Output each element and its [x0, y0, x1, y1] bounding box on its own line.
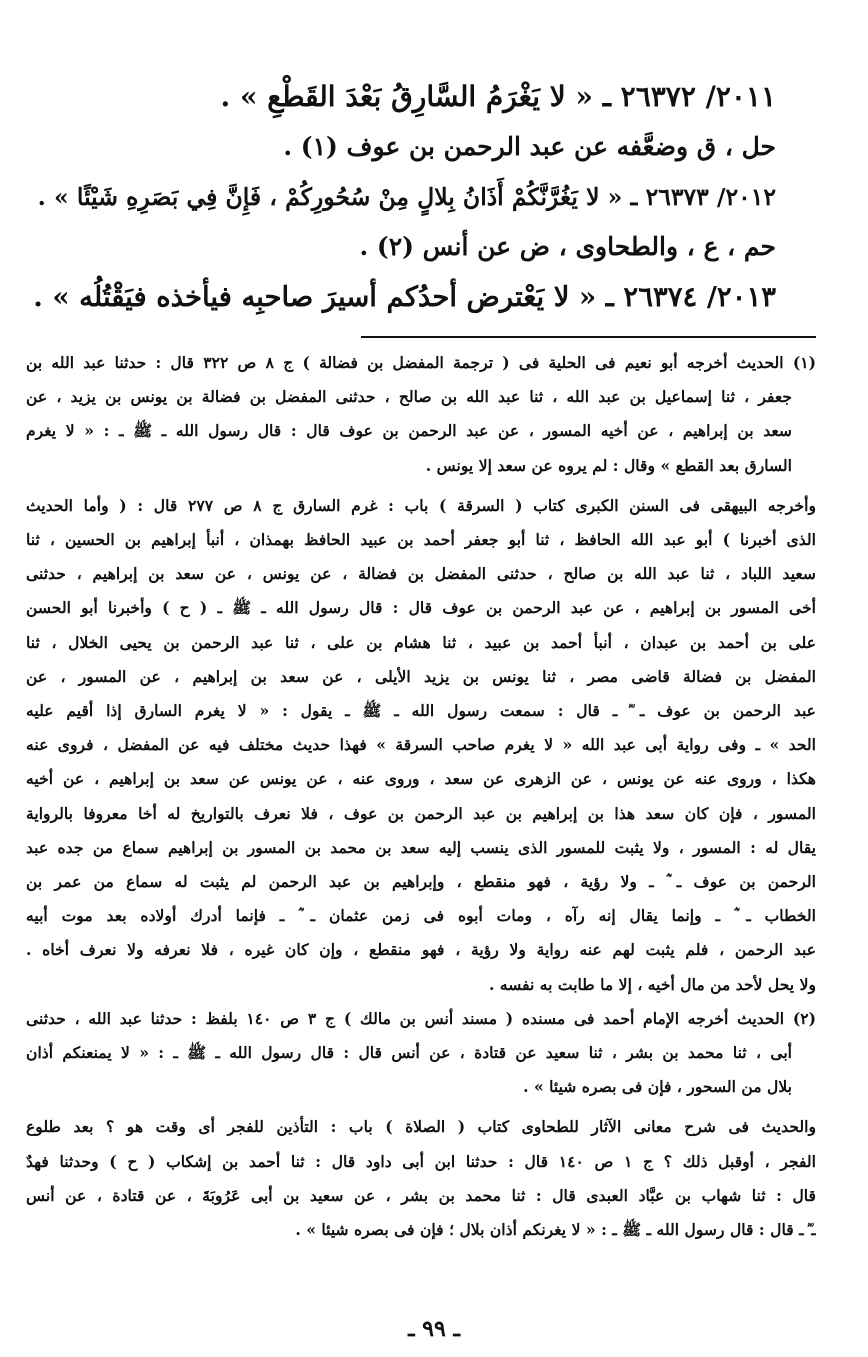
footnote-paragraph [26, 1110, 816, 1247]
footnote-line [26, 626, 816, 660]
hadith-entry [26, 72, 816, 172]
footnote-line-text: المفضل بن فضالة قاضى مصر ، ثنا يونس بن يزيد الأيلى ، عن سعد بن إبراهيم ، عن المسور ، عن [26, 666, 816, 686]
footnote-line-text: أبى ، ثنا محمد بن بشر ، ثنا سعيد عن قتادة ، عن أنس قال : قال رسول الله ـ ﷺ ـ : « لا يمنعنكم أذان [26, 1043, 792, 1063]
footnote-line-text: هكذا ، وروى عنه عن يونس ، عن الزهرى عن سعد ، وروى عنه ، عن يونس عن سعد بن إبراهيم ، عن أخيه [26, 769, 816, 789]
page-number: ـ ٩٩ ـ [408, 1316, 460, 1342]
footnote-line-text: الخطاب ـ ؓ ـ وإنما يقال إنه رآه ، ومات أبوه فى زمن عثمان ـ ؓ ـ فإنما أدرك أولاده بعد موت أبيه [26, 906, 816, 926]
footnote-line-text: السارق بعد القطع » وقال : لم يروه عن سعد إلا يونس . [425, 455, 792, 475]
footnote-line-text: على بن أحمد بن عبدان ، أنبأ أحمد بن عبيد ، ثنا هشام بن على ، ثنا عبد الرحمن بن يحيى الخلال ، ثنا [26, 632, 816, 652]
footnote-line [26, 1213, 816, 1247]
footnote-line [26, 865, 816, 899]
footnote [26, 1002, 816, 1247]
hadith-source: حم ، ع ، والطحاوى ، ض عن أنس (٢) . [359, 232, 776, 261]
footnote-paragraph [26, 489, 816, 1002]
hadith-entry [26, 272, 816, 322]
footnote-line-text: المسور ، فإن كان سعد هذا بن إبراهيم بن عبد الرحمن بن عوف ، فلا نعرف بالتواريخ له أخا معروفا بالرواية [26, 803, 816, 823]
footnote-line-text: ـ ؓ ـ قال : قال رسول الله ـ ﷺ ـ : « لا يغرنكم أذان بلال ؛ فإن فى بصره شيئا » . [295, 1220, 816, 1240]
footnote-marker: (١) [792, 353, 816, 372]
footnote-line [26, 523, 816, 557]
footnote-line-text: الذى أخبرنا ) أبو عبد الله الحافظ ، ثنا أبو جعفر أحمد بن عبيد الحافظ بهمذان ، أنبأ إبراهيم بن الحسين ، ثنا [26, 530, 816, 550]
footnote-line [26, 660, 816, 694]
footnote-line-text: بلال من السحور ، فإن فى بصره شيئا » . [523, 1077, 792, 1097]
hadith-text: ٢٠١٢/ ٢٦٣٧٣ ـ « لا يَغُرَّنَّكُمْ أَذَانُ بِلالٍ مِنْ سُحُورِكُمْ ، فَإِنَّ فِي بَصَرِهِ شَيْئًا » . [37, 183, 776, 211]
hadith-entry [26, 172, 816, 272]
footnote-paragraph [26, 346, 816, 483]
footnote-line [26, 728, 816, 762]
footnote-line [26, 933, 816, 967]
footnote-line [26, 831, 816, 865]
footnote-line-text: يقال له : المسور ، ولا يثبت للمسور الذى ينسب إليه سعد بن محمد بن المسور بن إبراهيم سماع من جده عبد [26, 837, 816, 857]
footnote-line [26, 797, 816, 831]
footnote-line-text: الفجر ، أوقبل ذلك ؟ ج ١ ص ١٤٠ قال : حدثنا ابن أبى داود قال : ثنا أحمد بن إشكاب ( ح ) وحدثنا فهدٌ [26, 1151, 816, 1171]
footnote-line-text: الحد » ـ وفى رواية أبى عبد الله « لا يغرم صاحب السرقة » فهذا حديث مختلف فيه عن المفضل ، فروى عنه [26, 735, 816, 755]
footnote-line [26, 1179, 816, 1213]
footnote-line [26, 1145, 816, 1179]
footnote [26, 346, 816, 1002]
footnote-line [26, 1036, 816, 1070]
hadith-text: ٢٠١١/ ٢٦٣٧٢ ـ « لا يَغْرَمُ السَّارِقُ بَعْدَ القَطْعِ » . [220, 80, 776, 113]
footnote-line [26, 1070, 816, 1104]
footnote-line-text: ولا يحل لأحد من مال أخيه ، إلا ما طابت به نفسه . [488, 974, 816, 994]
footnote-line [26, 1002, 816, 1036]
footnote-line [26, 694, 816, 728]
footnote-line-text: عبد الرحمن بن عوف ـ ؓ ـ قال : سمعت رسول الله ـ ﷺ ـ يقول : « لا يغرم السارق إذا أقيم عليه [26, 701, 816, 721]
hadith-text: ٢٠١٣/ ٢٦٣٧٤ ـ « لا يَعْترض أحدُكم أسيرَ صاحبِه فيأخذه فيَقْتُلُه » . [33, 281, 776, 313]
footnote-line [26, 899, 816, 933]
hadith-source: حل ، ق وضعَّفه عن عبد الرحمن بن عوف (١) . [283, 132, 776, 161]
footnote-line [26, 591, 816, 625]
footnote-line-text: عبد الرحمن ، فلم يثبت لهم عنه رواية ولا رؤية ، فهو منقطع ، وإن كان غيره ، فلا نعرفه ولا نعرف أخاه . [26, 940, 816, 960]
footnote-line [26, 449, 816, 483]
footnote-line [26, 762, 816, 796]
footnote-line [26, 414, 816, 448]
footnote-line [26, 557, 816, 591]
footnote-line-text: الحديث أخرجه أبو نعيم فى الحلية فى ( ترجمة المفضل بن فضالة ) ج ٨ ص ٣٢٢ قال : حدثنا عبد الله بن [26, 353, 784, 372]
footnote-line-text: سعد بن إبراهيم ، عن أخيه المسور ، عن عبد الرحمن بن عوف قال : قال رسول الله ـ ﷺ ـ : « لا يغرم [26, 421, 792, 441]
footnote-line-text: قال : ثنا شهاب بن عبَّاد العبدى قال : ثنا محمد بن بشر ، عن سعيد بن أبى عَرُوبَةَ ، عن قتادة ، عن أنس [26, 1185, 816, 1205]
footnote-line [26, 380, 816, 414]
footnote-line-text: جعفر ، ثنا إسماعيل بن عبد الله ، ثنا عبد الله بن صالح ، حدثنى المفضل بن فضالة بن يونس بن يزيد ، عن [26, 387, 792, 407]
footnote-line-text: أخى المسور بن إبراهيم ، عن عبد الرحمن بن عوف قال : قال رسول الله ـ ﷺ ـ ( ح ) وأخبرنا أبو الحسن [26, 598, 816, 618]
footnotes-section [26, 346, 816, 1247]
hadith-list [26, 72, 816, 322]
footnote-line [26, 1110, 816, 1144]
footnote-line-text: الرحمن بن عوف ـ ؓ ـ ولا رؤية ، فهو منقطع ، وإبراهيم بن عبد الرحمن لم يثبت له سماع من عمر بن [26, 872, 816, 892]
footnote-line-text: الحديث أخرجه الإمام أحمد فى مسنده ( مسند أنس بن مالك ) ج ٣ ص ١٤٠ بلفظ : حدثنا عبد الله ، حدثنى [26, 1008, 785, 1028]
footnote-marker: (٢) [792, 1008, 816, 1028]
footnote-line [26, 346, 816, 380]
footnote-line-text: سعيد اللباد ، ثنا عبد الله بن صالح ، حدثنى المفضل بن فضالة ، عن يونس ، عن سعد بن إبراهيم ، حدثنى [26, 564, 816, 584]
footnote-separator [361, 336, 816, 338]
footnote-line [26, 489, 816, 523]
footnote-line-text: والحديث فى شرح معانى الآثار للطحاوى كتاب ( الصلاة ) باب : التأذين للفجر أى وقت هو ؟ بعد طلوع [26, 1117, 816, 1137]
footnote-line-text: وأخرجه البيهقى فى السنن الكبرى كتاب ( السرقة ) باب : غرم السارق ج ٨ ص ٢٧٧ قال : ( وأما الحديث [26, 495, 816, 515]
footnote-line [26, 968, 816, 1002]
footnote-paragraph [26, 1002, 816, 1105]
